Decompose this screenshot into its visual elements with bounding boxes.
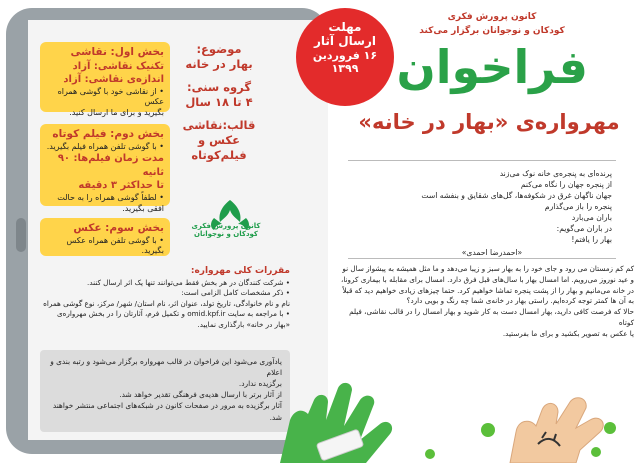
poem-author: «احمدرضا احمدی» <box>461 248 523 257</box>
painting-note-1: • از نقاشی خود با گوشی همراه عکس <box>57 86 164 107</box>
short-film-note-1: • با گوشی تلفن همراه فیلم بگیرید. <box>46 141 164 151</box>
painting-technique: تکنیک نقاشی: آزاد <box>72 60 164 72</box>
general-rules <box>40 266 290 330</box>
poem-line: بهار را یافتم! <box>571 235 612 244</box>
rules-line: نام و نام خانوادگی، تاریخ تولد، عنوان اثر، نام استان/ شهر/ مرکز، نوع گوشی همراه <box>43 298 290 308</box>
painting-section-card <box>40 42 170 118</box>
body-line: حالا که فرصت کافی دارید، بهار امسال دست به کار شوید و بهار امسال را در قالب نقاشی، فیلم کوتاه <box>349 307 634 327</box>
deadline-date: ۱۶ فروردین <box>312 48 378 62</box>
logo-caption-line-1: کانون پرورش فکری <box>191 222 261 230</box>
deadline-badge <box>296 8 394 106</box>
subject-value: بهار در خانه <box>185 56 253 71</box>
poem-block <box>372 168 612 257</box>
short-film-section-card <box>40 124 170 213</box>
deadline-subject: ارسال آثار <box>314 34 376 49</box>
poem-line: باران می‌بارد <box>571 213 612 222</box>
short-film-duration: مدت زمان فیلم‌ها: ۹۰ ثانیه <box>57 153 164 178</box>
photo-title: بخش سوم: عکس <box>73 222 164 234</box>
rules-line: «بهار در خانه» بارگذاری نمایید. <box>197 319 290 329</box>
format-block <box>176 118 262 163</box>
poem-line: جهان ناگهان غرق در شکوفه‌ها، گل‌های شقایق و بنفشه است <box>421 191 612 200</box>
reminder-box <box>40 350 290 432</box>
body-line: در خانه می‌مانیم و بهار را از پشت پنجره تماشا خواهیم کرد. حتما چیزهای زیادی خواهیم دید که قبلاً <box>342 285 634 295</box>
divider <box>348 160 616 161</box>
rules-line: • ذکر مشخصات کامل الزامی است: <box>181 288 290 298</box>
body-line: کم کم زمستان می رود و جای خود را به بهار سبز و زیبا می‌دهد و ما مثل همیشه به پیشواز سال نو <box>342 264 634 273</box>
age-value: ۴ تا ۱۸ سال <box>185 94 253 109</box>
reminder-line: یادآوری می‌شود این فراخوان در قالب مهرواره برگزار می‌شود و رتبه بندی و اعلام <box>50 357 282 378</box>
short-film-duration-max: تا حداکثر ۳ دقیقه <box>78 180 164 192</box>
subject-label: موضوع: <box>196 42 242 56</box>
tablet-home-button <box>16 218 26 252</box>
short-film-title: بخش دوم: فیلم کوتاه <box>52 128 164 140</box>
painting-title: بخش اول: نقاشی <box>70 46 164 58</box>
logo-caption-line-2: کودکان و نوجوانان <box>193 230 259 239</box>
painting-note-2: بگیرید و برای ما ارسال کنید. <box>69 108 164 118</box>
festival-title: مهرواره‌ی «بهار در خانه» <box>358 110 620 134</box>
format-value: عکس و <box>198 132 240 147</box>
age-label: گروه سنی: <box>186 79 252 94</box>
organizer-line-2: کودکان و نوجوانان برگزار می‌کند <box>419 26 565 36</box>
main-title: فراخوان <box>396 40 588 94</box>
poem-line: از پنجره جهان را نگاه می‌کنم <box>520 180 612 189</box>
photo-section-card <box>40 218 170 256</box>
poem-line: پنجره را باز می‌گذارم <box>544 202 612 211</box>
deadline-label: مهلت <box>328 20 362 34</box>
rules-line: • شرکت کنندگان در هر بخش فقط می‌توانند تنها یک اثر ارسال کنند. <box>87 278 290 287</box>
reminder-line: از آثار برتر با ارسال هدیه‌ی فرهنگی تقدیر خواهد شد. <box>119 390 282 400</box>
photo-note: • با گوشی تلفن همراه عکس بگیرید. <box>66 235 164 256</box>
painting-size: اندازه‌ی نقاشی: آزاد <box>63 74 164 86</box>
deadline-year: ۱۳۹۹ <box>331 61 359 75</box>
rules-title: مقررات کلی مهرواره: <box>190 266 290 276</box>
poem-line: پرنده‌ای به پنجره‌ی خانه نوک می‌زند <box>499 169 612 178</box>
theme-column <box>176 42 262 171</box>
format-value-2: فیلم‌کوتاه <box>191 147 247 162</box>
format-label: قالب:نقاشی <box>182 117 256 132</box>
organizer-line-1: کانون پرورش فکری <box>447 12 537 22</box>
body-line: به آن ها کمتر توجه کرده‌ایم. راستی بهار در خانه‌ی شما چه رنگ و بویی دارد؟ <box>406 296 634 306</box>
body-line: یا عکس به تصویر بکشید و برای ما بفرستید. <box>502 328 634 338</box>
hands-illustration <box>280 340 640 463</box>
poem-line: در باران می‌گویم: <box>556 224 612 233</box>
age-block <box>176 80 262 110</box>
reminder-line: آثار برگزیده به مرور در صفحات کانون در شبکه‌های اجتماعی منتشر خواهند شد. <box>52 401 282 422</box>
subject-block <box>176 42 262 72</box>
logo-caption <box>180 222 272 239</box>
body-paragraph <box>338 264 634 340</box>
body-line: و عید نوروز می‌رویم. اما امسال بهار با سال‌های قبل فرق دارد. امسال برای مقابله با بیماری کرونا، <box>341 274 634 284</box>
short-film-note-2: • لطفاً گوشی همراه را به حالت افقی بگیرید. <box>57 192 164 213</box>
rules-line: • با مراجعه به سایت omid.kpf.ir و تکمیل فرم، آثارتان را در بخش مهرواره‌ی <box>57 309 290 319</box>
reminder-line: برگزیده ندارد. <box>238 379 282 389</box>
divider <box>348 258 616 259</box>
